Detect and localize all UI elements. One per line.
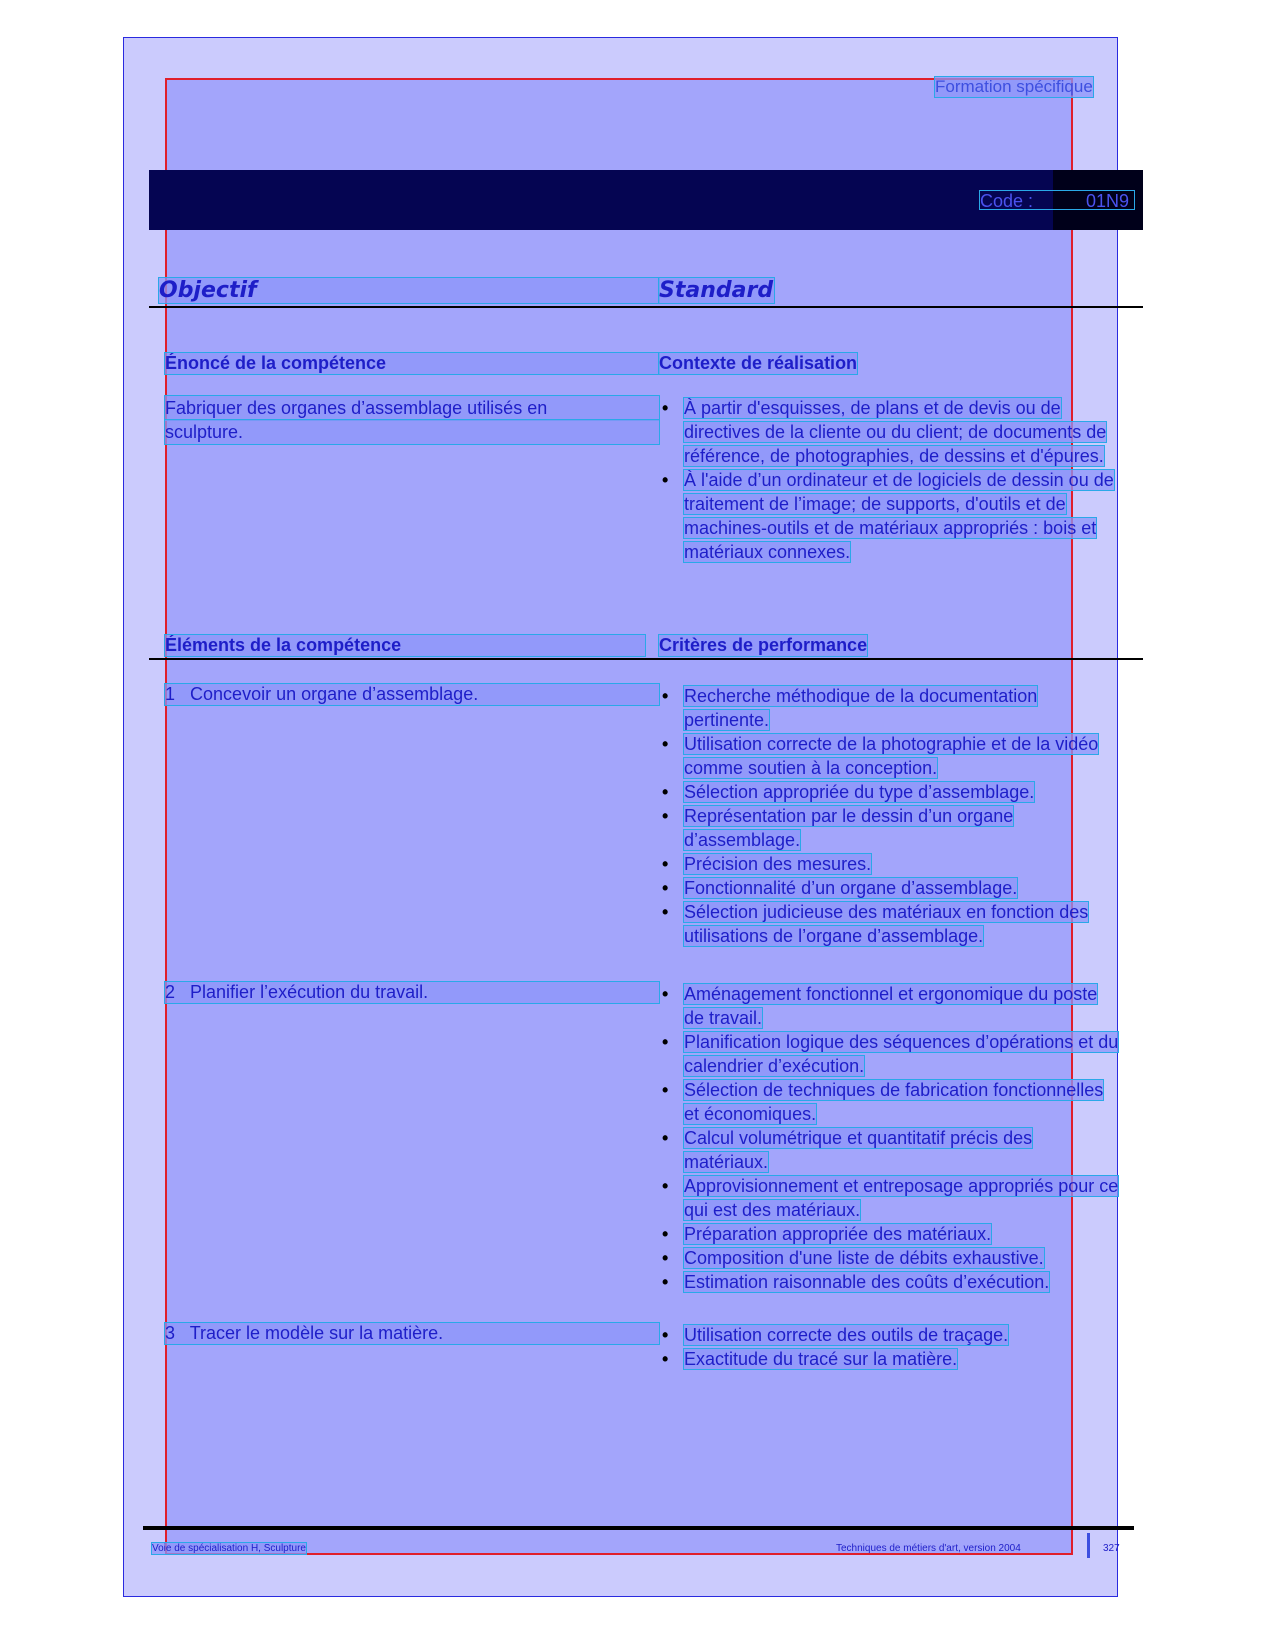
list-item: • Représentation par le dessin d’un organe d’assemblage.	[660, 804, 1120, 852]
criteria-list-3	[660, 1323, 1120, 1371]
elements-title: Éléments de la compétence	[165, 635, 645, 656]
list-item: • Utilisation correcte de la photographie et de la vidéo comme soutien à la conception.	[660, 732, 1120, 780]
enonce-title: Énoncé de la compétence	[165, 353, 659, 374]
list-item: • À partir d'esquisses, de plans et de devis ou de directives de la cliente ou du client; de documents de référence, de photographies, de dessins et d'épures.	[660, 396, 1120, 468]
enonce-text-line1: Fabriquer des organes d’assemblage utilisés en	[165, 396, 659, 420]
footer-right: Techniques de métiers d'art, version 2004	[836, 1543, 1021, 1554]
list-item: • À l'aide d’un ordinateur et de logiciels de dessin ou de traitement de l’image; de supports, d'outils et de machines-outils et de matériaux appropriés : bois et matériaux connexes.	[660, 468, 1120, 564]
page-number: 327	[1103, 1543, 1120, 1554]
criteria-list-2	[660, 982, 1120, 1294]
list-item: • Préparation appropriée des matériaux.	[660, 1222, 1120, 1246]
list-item: • Estimation raisonnable des coûts d’exécution.	[660, 1270, 1120, 1294]
list-item: • Sélection de techniques de fabrication fonctionnelles et économiques.	[660, 1078, 1120, 1126]
list-item: • Planification logique des séquences d’opérations et du calendrier d’exécution.	[660, 1030, 1120, 1078]
objectif-header: Objectif	[159, 278, 659, 303]
list-item: • Composition d'une liste de débits exhaustive.	[660, 1246, 1120, 1270]
element-1: 1 Concevoir un organe d’assemblage.	[165, 684, 659, 705]
list-item: • Sélection judicieuse des matériaux en fonction des utilisations de l’organe d’assemblage.	[660, 900, 1120, 948]
list-item: • Précision des mesures.	[660, 852, 1120, 876]
list-item: • Utilisation correcte des outils de traçage.	[660, 1323, 1120, 1347]
code-label: Code :	[980, 191, 1034, 211]
list-item: • Exactitude du tracé sur la matière.	[660, 1347, 1120, 1371]
enonce-text-line2: sculpture.	[165, 420, 659, 444]
code-value: 01N9	[1086, 191, 1130, 211]
elements-rule	[149, 658, 1143, 660]
contexte-list	[660, 396, 1120, 564]
list-item: • Aménagement fonctionnel et ergonomique du poste de travail.	[660, 982, 1120, 1030]
header-rule	[149, 306, 1143, 308]
list-item: • Calcul volumétrique et quantitatif précis des matériaux.	[660, 1126, 1120, 1174]
list-item: • Fonctionnalité d’un organe d’assemblage.	[660, 876, 1120, 900]
element-3: 3 Tracer le modèle sur la matière.	[165, 1323, 659, 1344]
footer-separator	[1087, 1533, 1090, 1558]
list-item: • Sélection appropriée du type d’assemblage.	[660, 780, 1120, 804]
list-item: • Recherche méthodique de la documentation pertinente.	[660, 684, 1120, 732]
standard-header: Standard	[659, 278, 774, 303]
footer-rule	[143, 1526, 1134, 1530]
list-item: • Approvisionnement et entreposage appropriés pour ce qui est des matériaux.	[660, 1174, 1120, 1222]
criteria-list-1	[660, 684, 1120, 948]
formation-label: Formation spécifique	[935, 77, 1093, 96]
contexte-title: Contexte de réalisation	[659, 353, 858, 373]
element-2: 2 Planifier l’exécution du travail.	[165, 982, 659, 1003]
criteres-title: Critères de performance	[659, 635, 868, 655]
footer-left: Voie de spécialisation H, Sculpture	[152, 1543, 306, 1554]
